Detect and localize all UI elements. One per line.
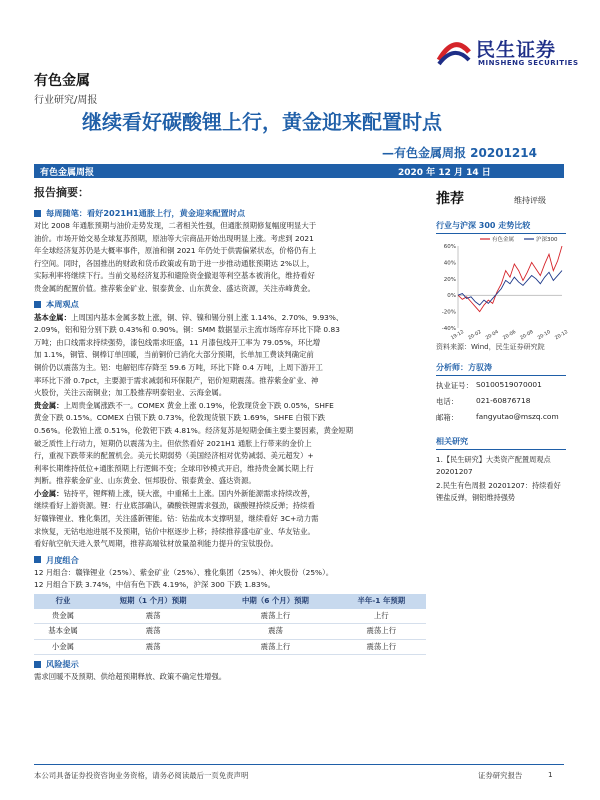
section-heading <box>34 553 426 567</box>
x-tick-label: 20-12 <box>554 329 570 342</box>
outlook-table <box>34 594 426 655</box>
left-column <box>34 204 426 684</box>
table-row <box>34 624 426 640</box>
info-row <box>436 380 566 391</box>
info-row <box>436 412 566 423</box>
table-cell: 震荡上行 <box>337 639 426 655</box>
related-heading: 相关研究 <box>436 436 566 450</box>
info-value: 021-60876718 <box>476 396 531 405</box>
recommendation: 推荐 <box>436 191 464 207</box>
text-line: 判断。推荐紫金矿业、山东黄金、恒邦股份、银泰黄金、盛达资源。 <box>34 476 256 486</box>
text-line: 实际利率将继续下行。当前交易经济复苏和避险资金撤退等利空基本被消化，维持看好 <box>34 271 315 281</box>
text-line: 求恢复，无钴电池进展不及预期，钴价中枢逐步上移；持续推荐盛屯矿业、华友钴业。 <box>34 526 315 536</box>
footer-label: 证券研究报告 <box>478 771 523 780</box>
weekly-essay <box>34 220 426 296</box>
text-line: 贵金属的配置价值。推荐紫金矿业、银泰黄金、山东黄金、盛达资源，关注赤峰黄金。 <box>34 283 315 293</box>
table-cell: 震荡上行 <box>214 609 336 624</box>
table-cell: 上行 <box>337 609 426 624</box>
y-tick-label: 0% <box>447 293 456 300</box>
info-key: 电话： <box>436 397 459 406</box>
related-item[interactable]: 1.【民生研究】大类资产配置周观点 20201207 <box>436 455 551 476</box>
text-line: 上周贵金属涨跌不一。COMEX 黄金上涨 0.19%，伦敦现货金下跌 0.05%，SHFE <box>63 400 334 410</box>
text-line: 对比 2008 年通胀预期与油价走势发现，二者相关性强，但通胀预期修复幅度明显大于 <box>34 221 317 230</box>
text-line: 好赣锋锂业、雅化集团，关注盛新锂能。钴：钴盐成本支撑明显，继续看好 3C+动力需 <box>34 514 319 524</box>
base-metals-paragraph <box>34 312 426 400</box>
text-line: 0.56%。伦敦铂上涨 0.51%，伦敦钯下跌 4.81%。经济复苏是短期金価主要主要因素，黄金短期 <box>34 425 354 435</box>
square-bullet-icon <box>34 556 41 563</box>
text-line: 火股份，关注云南铜业；加工股推荐明泰铝业、云海金属。 <box>34 388 227 398</box>
page-number: 1 <box>548 770 553 779</box>
risk-text: 需求回暖不及预期、供给超预期释放、政策不确定性增强。 <box>34 672 227 682</box>
y-tick-label: -40% <box>441 326 456 332</box>
section-heading <box>34 298 426 312</box>
info-row <box>436 396 566 407</box>
paragraph-label: 贵金属： <box>34 400 64 410</box>
text-line: 上周国内基本金属多数上涨，铜、锌、镍和锡分别上涨 1.14%、2.70%、9.93%、 <box>70 312 344 322</box>
chart-heading: 行业与沪深 300 走势比较 <box>436 220 566 234</box>
text-line: 12 月组合下跌 3.74%，中信有色下跌 4.19%，沪深 300 下跌 1.83%。 <box>34 580 276 590</box>
text-line: 行，重视下跌带来的配置机会。美元长期弱势（美国经济相对优势减弱、美元超发）+ <box>34 451 314 461</box>
info-key: 邮箱： <box>436 413 459 422</box>
report-title: 继续看好碳酸锂上行，黄金迎来配置时点 <box>82 110 442 134</box>
portfolio-paragraph <box>34 567 426 592</box>
section-title: 风险提示 <box>46 659 79 670</box>
square-bullet-icon <box>34 301 41 308</box>
table-cell: 震荡 <box>92 609 214 624</box>
analyst-heading: 分析师：方驭涛 <box>436 362 566 376</box>
text-line: 油价。市场开始交易全球复苏预期，原油等大宗商品开始出现明显上涨。考虑到 2021 <box>34 233 314 243</box>
logo-text-en: MINSHENG SECURITIES <box>478 59 579 67</box>
table-cell: 震荡 <box>92 624 214 640</box>
text-line: 12 月组合：赣锋锂业（25%）、紫金矿业（25%）、雅化集团（25%）、神火股份（25%）。 <box>34 567 334 577</box>
x-tick-label: 20-02 <box>467 329 483 342</box>
table-cell: 震荡 <box>214 624 336 640</box>
report-type: 行业研究/周报 <box>34 95 98 106</box>
table-row <box>34 609 426 624</box>
x-tick-label: 20-10 <box>537 329 552 342</box>
band-label: 有色金属周报 <box>40 168 95 178</box>
info-key: 执业证号： <box>436 381 473 390</box>
rating-block <box>436 188 566 208</box>
section-title: 月度组合 <box>46 554 79 565</box>
report-date: 2020 年 12 月 14 日 <box>398 168 491 178</box>
y-tick-label: 40% <box>443 260 456 267</box>
text-line: 年全球经济复苏仍是大概率事件，原油和铜 2021 年仍处于供需偏紧状态，价格仍有上 <box>34 246 317 256</box>
report-subtitle: —有色金属周报 20201214 <box>382 146 537 160</box>
x-tick-label: 20-04 <box>485 329 500 342</box>
sector-name: 有色金属 <box>34 73 90 89</box>
column-header: 短期（1 个月）预期 <box>92 594 214 609</box>
related-item[interactable]: 2.民生有色周报 20201207：持续看好锂盐反弹，铜铝维持强势 <box>436 481 561 502</box>
text-line: 率环比下滑 0.7pct，主要源于需求减弱和环保限产，铝价短期震荡。推荐紫金矿业、神 <box>34 375 319 385</box>
text-line: 行空间。同时，各国推出的财政和货币政策或有助于进一步推动通胀预期达 2%以上， <box>34 258 315 268</box>
table-cell: 震荡上行 <box>337 624 426 640</box>
table-cell: 基本金属 <box>34 624 92 640</box>
abstract-heading: 报告摘要： <box>34 186 89 199</box>
table-cell: 震荡上行 <box>214 639 336 655</box>
x-tick-label: 19-12 <box>450 329 466 342</box>
text-line: 铜价仍以震荡为主。铝：电解铝库存降至 59.6 万吨，环比下降 0.4 万吨，上周下游开工 <box>34 362 323 372</box>
y-tick-label: 60% <box>443 244 456 250</box>
email-link[interactable]: fangyutao@mszq.com <box>476 412 559 421</box>
text-line: 万吨；由口线需求持续强势，漆包线需求旺盛，11 月漆包线开工率为 79.05%，环比增 <box>34 337 321 347</box>
series-line-0 <box>458 246 562 312</box>
trend-chart <box>436 232 570 342</box>
section-heading <box>34 206 426 220</box>
column-header: 行业 <box>34 594 92 609</box>
table-row <box>34 639 426 655</box>
x-tick-label: 20-06 <box>502 329 518 342</box>
paragraph-label: 基本金属： <box>34 312 71 322</box>
disclaimer-note: 本公司具备证券投资咨询业务资格，请务必阅读最后一页免责声明 <box>34 771 249 780</box>
text-line: 利率长期维持低位+通胀预期上行逻辑不变；全球印钞模式开启，维持贵金属长期上行 <box>34 463 314 473</box>
rating-label: 维持评级 <box>514 196 546 205</box>
minor-metals-paragraph <box>34 488 426 551</box>
table-cell: 震荡 <box>92 639 214 655</box>
info-value: S0100519070001 <box>476 380 542 389</box>
table-cell: 贵金属 <box>34 609 92 624</box>
text-line: 钴持平，锂辉精上涨，镁大涨，中重稀土上涨。国内外新能源需求持续改善， <box>63 488 315 498</box>
section-title: 每周随笔：看好2021H1通胀上行，黄金迎来配置时点 <box>46 207 246 218</box>
precious-metals-paragraph <box>34 400 426 488</box>
paragraph-label: 小金属： <box>34 488 64 498</box>
chart-source: 资料来源：Wind，民生证券研究院 <box>436 343 545 351</box>
square-bullet-icon <box>34 210 41 217</box>
company-logo-icon <box>437 38 471 68</box>
text-line: 破乏质性上行动力，短期仍以震荡为主。但依然看好 2021H1 通胀上行带来的金价上 <box>34 438 312 448</box>
table-cell: 小金属 <box>34 639 92 655</box>
column-header: 中期（6 个月）预期 <box>214 594 336 609</box>
legend-label: 有色金属 <box>492 237 515 243</box>
y-tick-label: -20% <box>441 309 456 316</box>
x-tick-label: 20-08 <box>519 329 535 342</box>
section-title: 本周观点 <box>46 299 79 310</box>
column-header: 半年-1 年预期 <box>337 594 426 609</box>
text-line: 黄金下跌 0.15%。COMEX 白银下跌 0.73%，伦敦现货银下跌 1.69%，SHFE 白银下跌 <box>34 413 326 423</box>
text-line: 加 1.1%，铜管、铜棒订单回暖，当前铜价已消化大部分预期，长单加工费谈判确定前 <box>34 350 314 360</box>
section-heading <box>34 657 426 671</box>
text-line: 2.09%，铝和铅分别下跌 0.43%和 0.90%。铜：SMM 数据显示主流市场库存环比下降 0.83 <box>34 325 340 335</box>
table-header-row <box>34 594 426 609</box>
logo-text: 民生证券 <box>476 39 557 61</box>
text-line: 看好航空航天进入景气周期，推荐高端钛材放量盈利能力提升的宝钛股份。 <box>34 539 278 549</box>
footer-divider <box>34 764 564 765</box>
square-bullet-icon <box>34 661 41 668</box>
text-line: 继续看好上游资源。锂：行业底部确认，磷酸铁锂需求强劲，碳酸锂持续反弹；持续看 <box>34 501 315 511</box>
y-tick-label: 20% <box>443 276 456 283</box>
legend-label: 沪深300 <box>536 237 558 243</box>
